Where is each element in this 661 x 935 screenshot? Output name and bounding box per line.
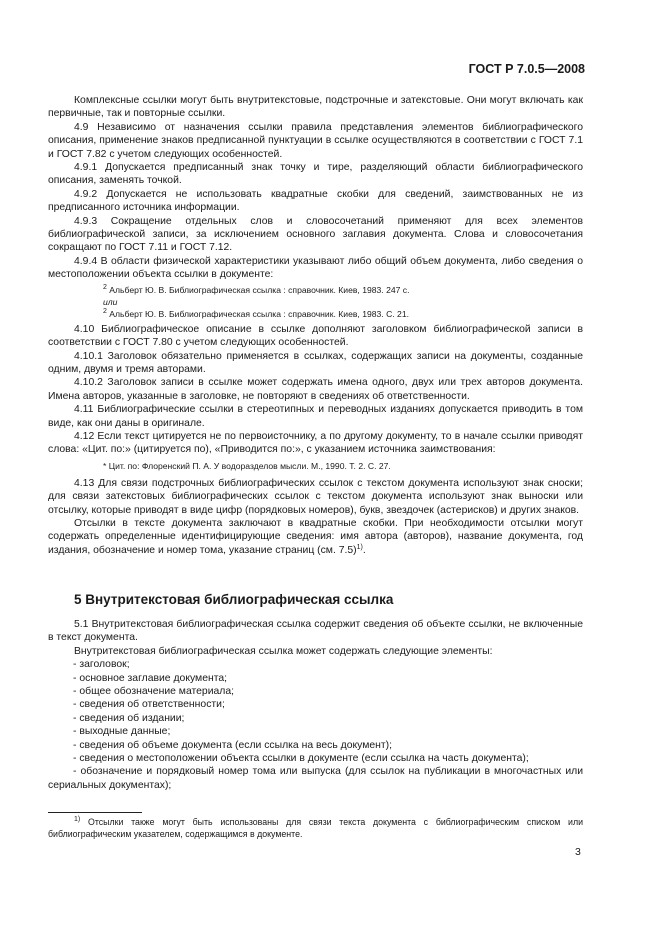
list-item: - сведения об объеме документа (если ссылка на весь документ); (73, 739, 393, 751)
paragraph: 4.9.2 Допускается не использовать квадратные скобки для сведений, заимствованных не из предписанного источника информации. (48, 188, 583, 214)
example-or: или (103, 296, 118, 307)
paragraph: 4.9.3 Сокращение отдельных слов и словосочетаний применяют для всех элементов библиографической записи, за исключением основного заглавия документа. Слова и словосочетания сокращают по ГОСТ 7.11 и ГОСТ 7.12. (48, 215, 583, 254)
paragraph: Комплексные ссылки могут быть внутритекстовые, подстрочные и затекстовые. Они могут включать как первичные, так и повторные ссылки. (48, 95, 583, 120)
footnote-divider (48, 812, 142, 813)
example-block (48, 460, 583, 472)
paragraph: 5.1 Внутритекстовая библиографическая ссылка содержит сведения об объекте ссылки, не включенные в текст документа. (48, 619, 583, 644)
paragraph: 4.10 Библиографическое описание в ссылке дополняют заголовком библиографической записи в соответствии с ГОСТ 7.80 с учетом следующих особенностей. (48, 323, 583, 349)
example-line: $^2$ Альберт Ю. В. Библиографическая ссылка : справочник. Киев, 1983. С. 21. (103, 307, 410, 319)
paragraph: 4.12 Если текст цитируется не по первоисточнику, а по другому документу, то в начале ссылки приводят слова: «Цит. по:» (цитируется по), «Приводится по:», с указанием источника заимствования: (48, 430, 583, 456)
list-item: - выходные данные; (73, 726, 171, 738)
paragraph: Внутритекстовая библиографическая ссылка может содержать следующие элементы: (74, 645, 493, 657)
footnote-text: Отсылки также могут быть использованы для связи текста документа с библиографическим списком или библиографическим указателем, содержащимся в документе. (48, 817, 583, 840)
footnote (48, 816, 583, 841)
list-item: - заголовок; (73, 659, 130, 671)
paragraph: 4.9 Независимо от назначения ссылки правила представления элементов библиографического описания, применение знаков предписанной пунктуации в ссылке осуществляются в соответствии с ГОСТ 7.1 и ГОСТ 7.82 с учетом следующих особенностей. (48, 121, 583, 160)
footnote-mark: 1) (74, 816, 81, 823)
footnote-ref: 1) (356, 543, 363, 551)
list-item: - сведения об ответственности; (73, 699, 225, 711)
section-text (48, 618, 583, 792)
paragraph: 4.10.1 Заголовок обязательно применяется в ссылках, содержащих записи на документы, созданные одним, двумя и тремя авторами. (48, 350, 583, 375)
paragraph: 4.13 Для связи подстрочных библиографических ссылок с текстом документа используют знак сноски; для связи затекстовых библиографических ссылок с текстом документа используют знак выноски или отсылку, которые приводят в виде цифр (порядковых номеров), букв, звездочек (астерисков) и других знаков. (48, 477, 583, 516)
example-block (48, 284, 583, 320)
list-item: - сведения о местоположении объекта ссылки в документе (если ссылка на часть документа); (73, 753, 529, 765)
example-line: * Цит. по: Флоренский П. А. У водоразделов мысли. М., 1990. Т. 2. С. 27. (103, 460, 391, 471)
paragraph: 4.10.2 Заголовок записи в ссылке может содержать имена одного, двух или трех авторов документа. Имена авторов, указанные в заголовке, не повторяют в сведениях об ответственности. (48, 377, 583, 402)
document-header: ГОСТ Р 7.0.5—2008 (468, 62, 585, 76)
section-heading: 5 Внутритекстовая библиографическая ссылка (74, 592, 394, 607)
list-item: - сведения об издании; (73, 712, 185, 724)
list-item: - основное заглавие документа; (73, 672, 228, 684)
paragraph: 4.9.1 Допускается предписанный знак точку и тире, разделяющий области библиографического описания, заменять точкой. (48, 162, 583, 187)
paragraph: 4.9.4 В области физической характеристики указывают либо общий объем документа, либо сведения о местоположении объекта ссылки в документе: (48, 255, 583, 281)
paragraph: Отсылки в тексте документа заключают в квадратные скобки. При необходимости отсылки могут содержать определенные идентифицирующие сведения: имя автора (авторов), название документа, год издания, обозначение и номер тома, указание страниц (см. 7.5)$^{1)}$. (48, 517, 583, 556)
example-line: $^2$ Альберт Ю. В. Библиографическая ссылка : справочник. Киев, 1983. 247 с. (103, 283, 410, 295)
list-item: - общее обозначение материала; (73, 686, 235, 698)
list-item: - обозначение и порядковый номер тома или выпуска (для ссылок на публикации в многочастных или сериальных документах); (48, 766, 583, 791)
footnote-mark: 2 (103, 283, 107, 291)
footnote-mark: 2 (103, 307, 107, 315)
paragraph: 4.11 Библиографические ссылки в стереотипных и переводных изданиях допускается приводить в том виде, как они даны в оригинале. (48, 404, 583, 429)
main-text (48, 94, 583, 557)
page-number: 3 (575, 846, 581, 858)
